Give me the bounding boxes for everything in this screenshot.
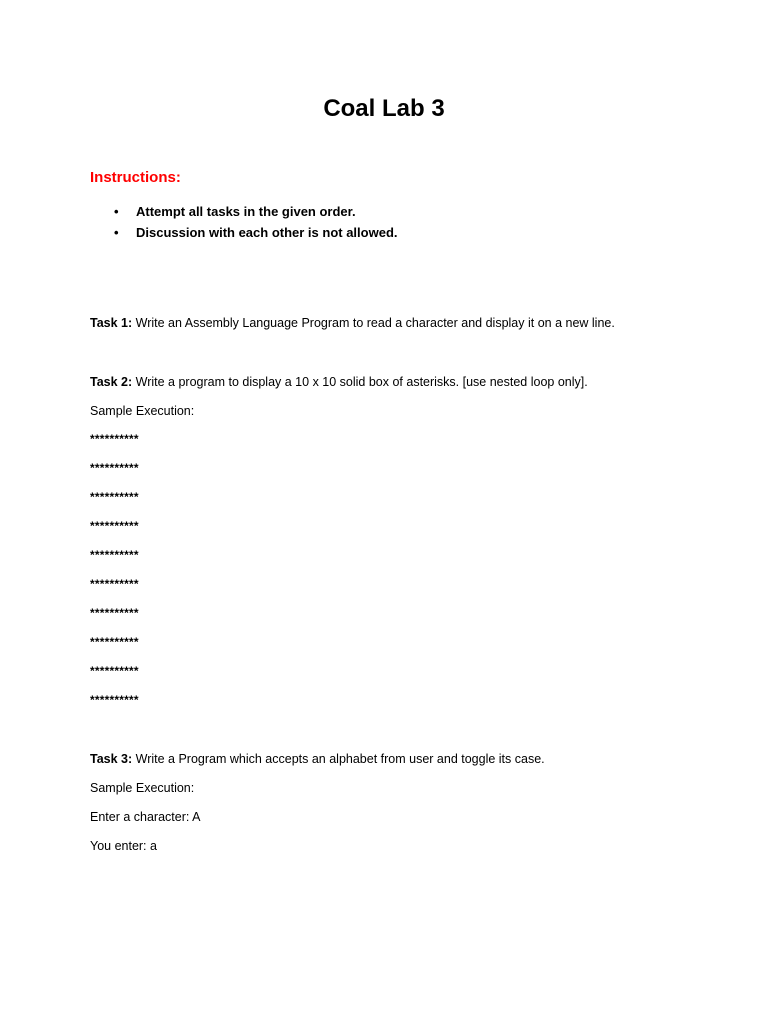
task2-paragraph <box>90 373 588 391</box>
task3-label: Task 3: <box>90 752 133 766</box>
asterisk-row: ********** <box>90 635 139 649</box>
task2-sample-label: Sample Execution: <box>90 404 195 418</box>
instruction-item <box>90 222 398 243</box>
asterisk-row: ********** <box>90 693 139 707</box>
task1-text: Write an Assembly Language Program to read a character and display it on a new line. <box>132 316 615 330</box>
asterisk-row: ********** <box>90 461 139 475</box>
bullet-icon: • <box>114 225 119 240</box>
task1-label: Task 1: <box>90 316 133 330</box>
bullet-icon: • <box>114 204 119 219</box>
task3-sample-label: Sample Execution: <box>90 781 195 795</box>
instructions-list <box>90 201 398 243</box>
instruction-item <box>90 201 398 222</box>
document-title: Coal Lab 3 <box>323 95 445 122</box>
task3-paragraph <box>90 750 545 768</box>
instructions-heading: Instructions: <box>90 169 181 186</box>
asterisk-row: ********** <box>90 577 139 591</box>
task3-text: Write a Program which accepts an alphabet from user and toggle its case. <box>132 752 545 766</box>
asterisk-row: ********** <box>90 490 139 504</box>
asterisk-row: ********** <box>90 548 139 562</box>
task3-sample-line: You enter: a <box>90 839 157 853</box>
asterisk-row: ********** <box>90 664 139 678</box>
task3-sample-line: Enter a character: A <box>90 810 201 824</box>
asterisk-row: ********** <box>90 432 139 446</box>
task2-text: Write a program to display a 10 x 10 solid box of asterisks. [use nested loop only]. <box>132 375 588 389</box>
instruction-text: Attempt all tasks in the given order. <box>136 204 356 219</box>
asterisk-row: ********** <box>90 606 139 620</box>
task2-label: Task 2: <box>90 375 133 389</box>
asterisk-row: ********** <box>90 519 139 533</box>
task1-paragraph <box>90 314 615 332</box>
instruction-text: Discussion with each other is not allowed. <box>136 225 398 240</box>
